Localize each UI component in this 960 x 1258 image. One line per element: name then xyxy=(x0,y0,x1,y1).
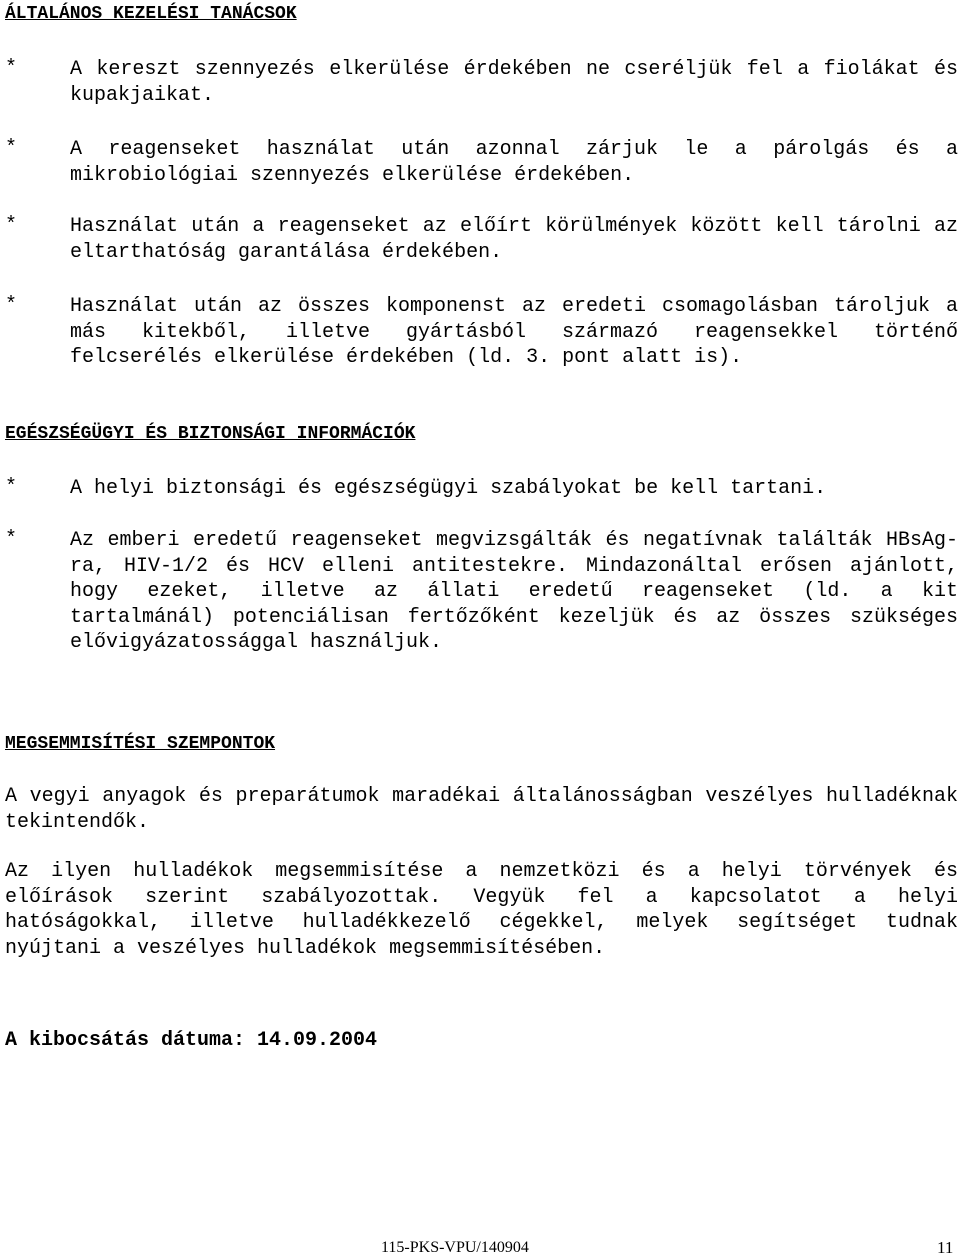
general-item-2: A reagenseket használat után azonnal zárjuk le a párolgás és a mikrobiológiai szennyezés elkerülése érdekében. xyxy=(70,138,958,187)
document-code: 115-PKS-VPU/140904 xyxy=(381,1239,529,1256)
general-item-4: Használat után az összes komponenst az eredeti csomagolásban tároljuk a más kitekből, illetve gyártásból származó reagensekkel történő felcserélés elkerülése érdekében (ld. 3. pont alatt is). xyxy=(70,295,958,369)
section-heading-disposal: MEGSEMMISÍTÉSI SZEMPONTOK xyxy=(5,734,276,754)
section-heading-safety: EGÉSZSÉGÜGYI ÉS BIZTONSÁGI INFORMÁCIÓK xyxy=(5,424,416,444)
bullet-icon: * xyxy=(5,528,18,551)
safety-item-1: A helyi biztonsági és egészségügyi szabályokat be kell tartani. xyxy=(70,477,827,500)
bullet-icon: * xyxy=(5,476,18,499)
general-item-1: A kereszt szennyezés elkerülése érdekében ne cseréljük fel a fiolákat és kupakjaikat. xyxy=(70,58,958,107)
safety-item-2: Az emberi eredetű reagenseket megvizsgálták és negatívnak találták HBsAg-ra, HIV-1/2 és HCV elleni antitestekre. Mindazonáltal erősen ajánlott, hogy ezeket, illetve az állati eredetű reagenseket (ld. a kit tartalmánál) potenciálisan fertőzőként kezeljük és az összes szükséges elővigyázatossággal használjuk. xyxy=(70,529,958,654)
bullet-icon: * xyxy=(5,57,18,80)
issue-date: A kibocsátás dátuma: 14.09.2004 xyxy=(5,1029,378,1052)
bullet-icon: * xyxy=(5,294,18,317)
disposal-paragraph-2: Az ilyen hulladékok megsemmisítése a nemzetközi és a helyi törvények és előírások szerint szabályozottak. Vegyük fel a kapcsolatot a helyi hatóságokkal, illetve hulladékkezelő cégekkel, melyek segítséget tudnak nyújtani a veszélyes hulladékok megsemmisítésében. xyxy=(5,860,958,960)
general-item-3: Használat után a reagenseket az előírt körülmények között kell tárolni az eltarthatóság garantálása érdekében. xyxy=(70,215,958,264)
disposal-paragraph-1: A vegyi anyagok és preparátumok maradékai általánosságban veszélyes hulladéknak tekintendők. xyxy=(5,785,958,834)
bullet-icon: * xyxy=(5,137,18,160)
section-heading-general: ÁLTALÁNOS KEZELÉSI TANÁCSOK xyxy=(5,4,297,24)
page-number: 11 xyxy=(937,1238,954,1257)
bullet-icon: * xyxy=(5,214,18,237)
